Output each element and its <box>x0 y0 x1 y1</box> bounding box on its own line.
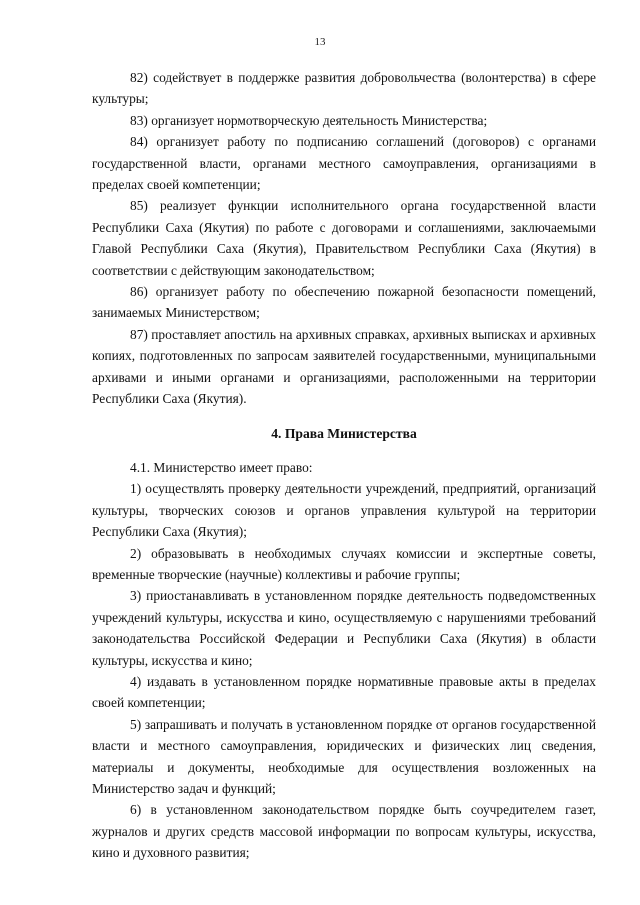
section-intro: 4.1. Министерство имеет право: <box>130 459 313 475</box>
rights-item-6: 6) в установленном законодательством порядке быть соучредителем газет, журналов и других средств массовой информации по вопросам культуры, искусства, кино и духовного развития; <box>92 802 596 861</box>
page-number: 13 <box>314 36 326 48</box>
list-item-82: 82) содействует в поддержке развития добровольчества (волонтерства) в сфере культуры; <box>92 70 596 107</box>
rights-item-5: 5) запрашивать и получать в установленном порядке от органов государственной власти и местного самоуправления, юридических и физических лиц сведения, материалы и документы, необходимые для осуществления возложенных на Министерство задач и функций; <box>92 716 596 796</box>
list-item-85: 85) реализует функции исполнительного органа государственной власти Республики Саха (Якутия) по работе с договорами и соглашениями, заключаемыми Главой Республики Саха (Якутия), Правительством Республики Саха (Якутия) в соответствии с действующим законодательством; <box>92 198 596 278</box>
list-item-84: 84) организует работу по подписанию соглашений (договоров) с органами государственной власти, органами местного самоуправления, организациями в пределах своей компетенции; <box>92 134 596 193</box>
rights-item-1: 1) осуществлять проверку деятельности учреждений, предприятий, организаций культуры, творческих союзов и органов управления культурой на территории Республики Саха (Якутия); <box>92 481 596 540</box>
spacer <box>92 410 596 423</box>
list-item-86: 86) организует работу по обеспечению пожарной безопасности помещений, занимаемых Министерством; <box>92 284 596 321</box>
rights-item-2: 2) образовывать в необходимых случаях комиссии и экспертные советы, временные творческие (научные) коллективы и рабочие группы; <box>92 545 596 582</box>
spacer <box>92 444 596 457</box>
list-item-87: 87) проставляет апостиль на архивных справках, архивных выписках и архивных копиях, подготовленных по запросам заявителей государственными, муниципальными архивами и иными органами и организациями, расположенными на территории Республики Саха (Якутия). <box>92 326 596 407</box>
rights-item-3: 3) приостанавливать в установленном порядке деятельность подведомственных учреждений культуры, искусства и кино, осуществляемую с нарушениями требований законодательства Российской Федерации и Республики Саха (Якутия) в области культуры, искусства и кино; <box>92 588 596 668</box>
rights-item-4: 4) издавать в установленном порядке нормативные правовые акты в пределах своей компетенции; <box>92 673 596 711</box>
section-heading: 4. Права Министерства <box>271 425 417 441</box>
document-body <box>92 67 596 864</box>
list-item-83: 83) организует нормотворческую деятельность Министерства; <box>130 112 488 128</box>
